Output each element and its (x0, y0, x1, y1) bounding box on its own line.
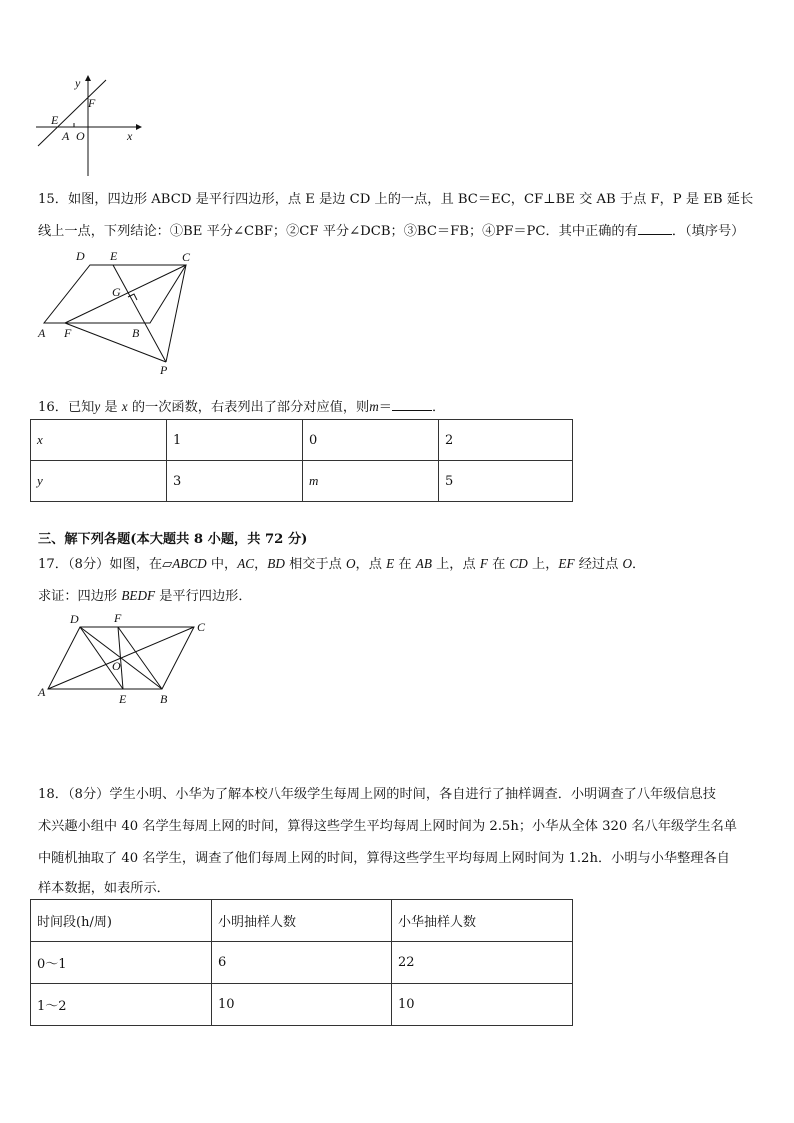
label-x: x (127, 129, 133, 143)
table-cell: 2 (439, 420, 573, 461)
label-d: D (70, 612, 79, 626)
section-heading: 三、解下列各题(本大题共 8 小题，共 72 分) (38, 532, 308, 547)
q15-line2: 线上一点，下列结论：①BE 平分∠CBF；②CF 平分∠DCB；③BC＝FB；④PF＝PC．其中正确的有 ．（填序号） (38, 224, 745, 239)
q16-answer-blank (392, 398, 432, 411)
label-p: P (160, 363, 168, 377)
label-e: E (51, 113, 59, 127)
table-cell: 22 (392, 942, 573, 984)
table-header-cell: 时间段(h/周) (31, 900, 212, 942)
q15-answer-blank (638, 222, 672, 235)
label-o: O (76, 129, 85, 143)
table-row (31, 461, 573, 502)
table-cell: 5 (439, 461, 573, 502)
label-a: A (38, 326, 46, 340)
label-f: F (114, 611, 122, 625)
q15-figure (32, 246, 202, 382)
axes-figure (30, 72, 150, 182)
label-a: A (38, 685, 46, 699)
q18-line2: 术兴趣小组中 40 名学生每周上网的时间，算得这些学生平均每周上网时间为 2.5h；小华从全体 320 名八年级学生名单 (38, 819, 737, 834)
q17-line1: 17．（8分）如图，在▱ABCD 中，AC，BD 相交于点 O，点 E 在 AB 上，点 F 在 CD 上，EF 经过点 O． (38, 556, 646, 572)
table-row (31, 984, 573, 1026)
label-b: B (132, 326, 140, 340)
segment-fp (65, 323, 166, 362)
label-e: E (110, 249, 118, 263)
segment-ep (113, 265, 166, 362)
table-cell: 6 (212, 942, 392, 984)
table-cell: 3 (167, 461, 303, 502)
segment-bf (118, 627, 162, 689)
table-cell: y (31, 461, 167, 502)
y-axis-arrow (85, 75, 91, 81)
table-header-cell: 小华抽样人数 (392, 900, 573, 942)
q18-line4: 样本数据，如表所示． (38, 881, 170, 896)
q17-figure (32, 610, 217, 710)
label-d: D (76, 249, 85, 263)
label-b: B (160, 692, 168, 706)
label-o: O (112, 659, 121, 673)
table-row (31, 942, 573, 984)
label-f: F (88, 96, 96, 110)
q18-line1: 18．（8分）学生小明、小华为了解本校八年级学生每周上网的时间，各自进行了抽样调查．小明调查了八年级信息技 (38, 787, 716, 802)
q16-line: 16．已知y 是 x 的一次函数，右表列出了部分对应值，则m＝ ． (38, 399, 446, 415)
label-c: C (197, 620, 206, 634)
table-row (31, 420, 573, 461)
table-header-cell: 小明抽样人数 (212, 900, 392, 942)
q15-line1: 15．如图，四边形 ABCD 是平行四边形，点 E 是边 CD 上的一点，且 BC＝EC，CF⊥BE 交 AB 于点 F，P 是 EB 延长 (38, 192, 754, 207)
table-row (31, 900, 573, 942)
label-e: E (119, 692, 127, 706)
label-f: F (64, 326, 72, 340)
q17-line2: 求证：四边形 BEDF 是平行四边形． (38, 588, 252, 604)
table-cell: 10 (212, 984, 392, 1026)
table-cell: 0～1 (31, 942, 212, 984)
segment-cp (166, 265, 186, 362)
table-cell: 1 (167, 420, 303, 461)
table-cell: m (303, 461, 439, 502)
function-line (38, 80, 106, 146)
q18-line3: 中随机抽取了 40 名学生，调查了他们每周上网的时间，算得这些学生平均每周上网时间为 1.2h．小明与小华整理各自 (38, 851, 730, 866)
label-g: G (112, 285, 121, 299)
label-c: C (182, 250, 191, 264)
x-axis-arrow (136, 124, 142, 130)
label-y: y (75, 76, 81, 90)
segment-de (80, 627, 123, 689)
table-cell: 1～2 (31, 984, 212, 1026)
table-cell: 10 (392, 984, 573, 1026)
q16-table (30, 419, 573, 502)
label-a: A (62, 129, 70, 143)
table-cell: x (31, 420, 167, 461)
q18-table (30, 899, 573, 1026)
table-cell: 0 (303, 420, 439, 461)
